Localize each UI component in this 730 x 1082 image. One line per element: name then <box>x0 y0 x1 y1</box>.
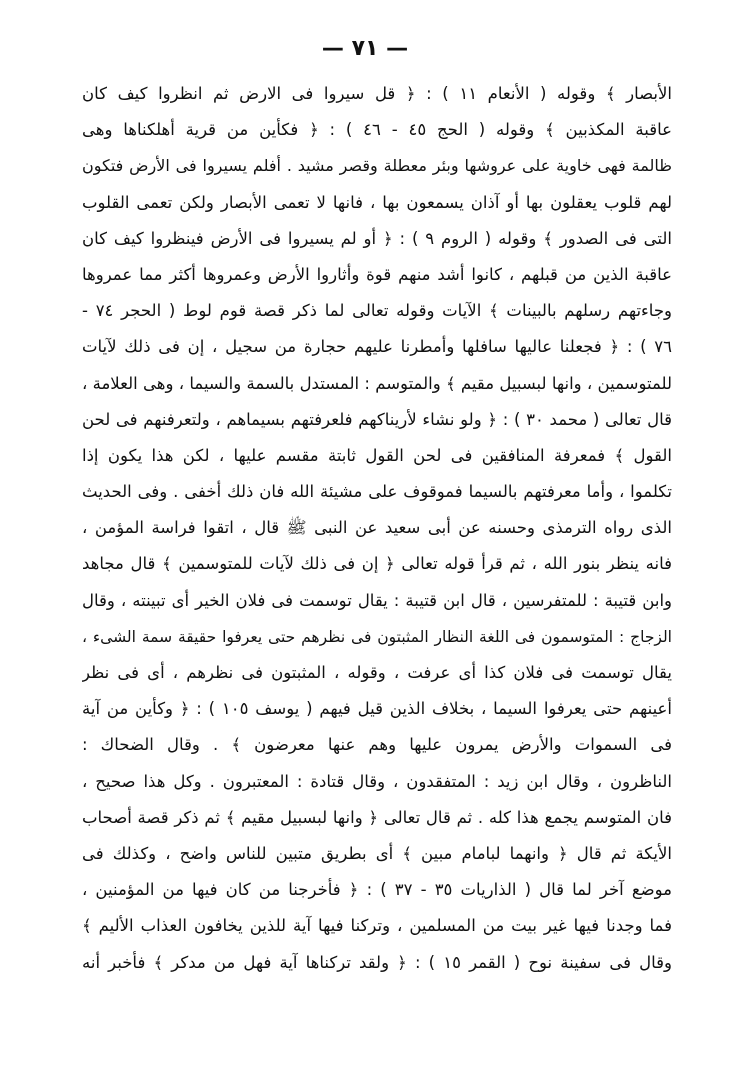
body-text <box>82 76 672 981</box>
text-line: تكلموا ، وأما معرفتهم بالسيما فموقوف على مشيئة الله فان ذلك أخفى . وفى الحديث <box>82 482 672 502</box>
text-line: قال تعالى ( محمد ٣٠ ) : ﴿ ولو نشاء لأريناكهم فلعرفتهم بسيماهم ، ولتعرفنهم فى لحن <box>82 409 672 429</box>
text-line: يقال توسمت فى فلان كذا أى عرفت ، وقوله ، المثبتون فى نظرهم ، أى فى نظر <box>82 663 672 682</box>
text-line: الذى رواه الترمذى وحسنه عن أبى سعيد عن النبى ﷺ قال ، اتقوا فراسة المؤمن ، <box>82 518 672 538</box>
text-line: عاقبة الذين من قبلهم ، كانوا أشد منهم قوة وأثاروا الأرض وعمروها أكثر مما عمروها <box>82 264 672 284</box>
text-line: وابن قتيبة : للمتفرسين ، قال ابن قتيبة : يقال توسمت فى فلان الخير أى تبينته ، وقال <box>82 590 672 610</box>
text-line: فانه ينظر بنور الله ، ثم قرأ قوله تعالى ﴿ إن فى ذلك لآيات للمتوسمين ﴾ قال مجاهد <box>82 554 672 574</box>
text-line: الأيكة ثم قال ﴿ وانهما لبامام مبين ﴾ أى بطريق متبين للناس واضح ، وكذلك فى <box>82 843 672 863</box>
text-line: فان المتوسم يجمع هذا كله . ثم قال تعالى ﴿ وانها لبسبيل مقيم ﴾ ثم ذكر قصة أصحاب <box>82 807 672 827</box>
text-line: ظالمة فهى خاوية على عروشها وبئر معطلة وقصر مشيد . أفلم يسيروا فى الأرض فتكون <box>82 156 672 176</box>
text-line: للمتوسمين ، وانها لبسبيل مقيم ﴾ والمتوسم : المستدل بالسمة والسيما ، وهى العلامة ، <box>82 373 672 393</box>
text-line: ٧٦ ) : ﴿ فجعلنا عاليها سافلها وأمطرنا عليهم حجارة من سجيل ، إن فى ذلك لآيات <box>82 337 672 357</box>
text-line: موضع آخر لما قال ( الذاريات ٣٥ - ٣٧ ) : ﴿ فأخرجنا من كان فيها من المؤمنين ، <box>82 880 672 900</box>
text-line: أعينهم حتى يعرفوا السيما ، بخلاف الذين قيل فيهم ( يوسف ١٠٥ ) : ﴿ وكأين من آية <box>82 699 672 719</box>
text-line: فما وجدنا فيها غير بيت من المسلمين ، وتركنا فيها آية للذين يخافون العذاب الأليم ﴾ <box>82 916 672 936</box>
text-line: الناظرون ، وقال ابن زيد : المتفقدون ، وقال قتادة : المعتبرون . وكل هذا صحيح ، <box>82 771 672 791</box>
text-line: عاقبة المكذبين ﴾ وقوله ( الحج ٤٥ - ٤٦ ) : ﴿ فكأين من قرية أهلكناها وهى <box>82 120 672 140</box>
text-line: الأبصار ﴾ وقوله ( الأنعام ١١ ) : ﴿ قل سيروا فى الارض ثم انظروا كيف كان <box>82 84 672 103</box>
text-line: لهم قلوب يعقلون بها أو آذان يسمعون بها ، فانها لا تعمى الأبصار ولكن تعمى القلوب <box>82 192 672 212</box>
text-line: فى السموات والأرض يمرون عليها وهم عنها معرضون ﴾ . وقال الضحاك : <box>82 735 672 755</box>
text-line: الزجاج : المتوسمون فى اللغة النظار المثبتون فى نظرهم حتى يعرفوا حقيقة سمة الشىء ، <box>82 627 672 646</box>
text-line: وقال فى سفينة نوح ( القمر ١٥ ) : ﴿ ولقد تركناها آية فهل من مدكر ﴾ فأخبر أنه <box>82 952 672 972</box>
page-number: — ٧١ — <box>321 36 409 61</box>
text-line: القول ﴾ فمعرفة المنافقين فى لحن القول ثابتة مقسم عليها ، لكن هذا يكون إذا <box>82 445 672 465</box>
text-line: وجاءتهم رسلهم بالبينات ﴾ الآيات وقوله تعالى لما ذكر قصة قوم لوط ( الحجر ٧٤ - <box>82 301 672 321</box>
text-line: التى فى الصدور ﴾ وقوله ( الروم ٩ ) : ﴿ أو لم يسيروا فى الأرض فينظروا كيف كان <box>82 228 672 248</box>
